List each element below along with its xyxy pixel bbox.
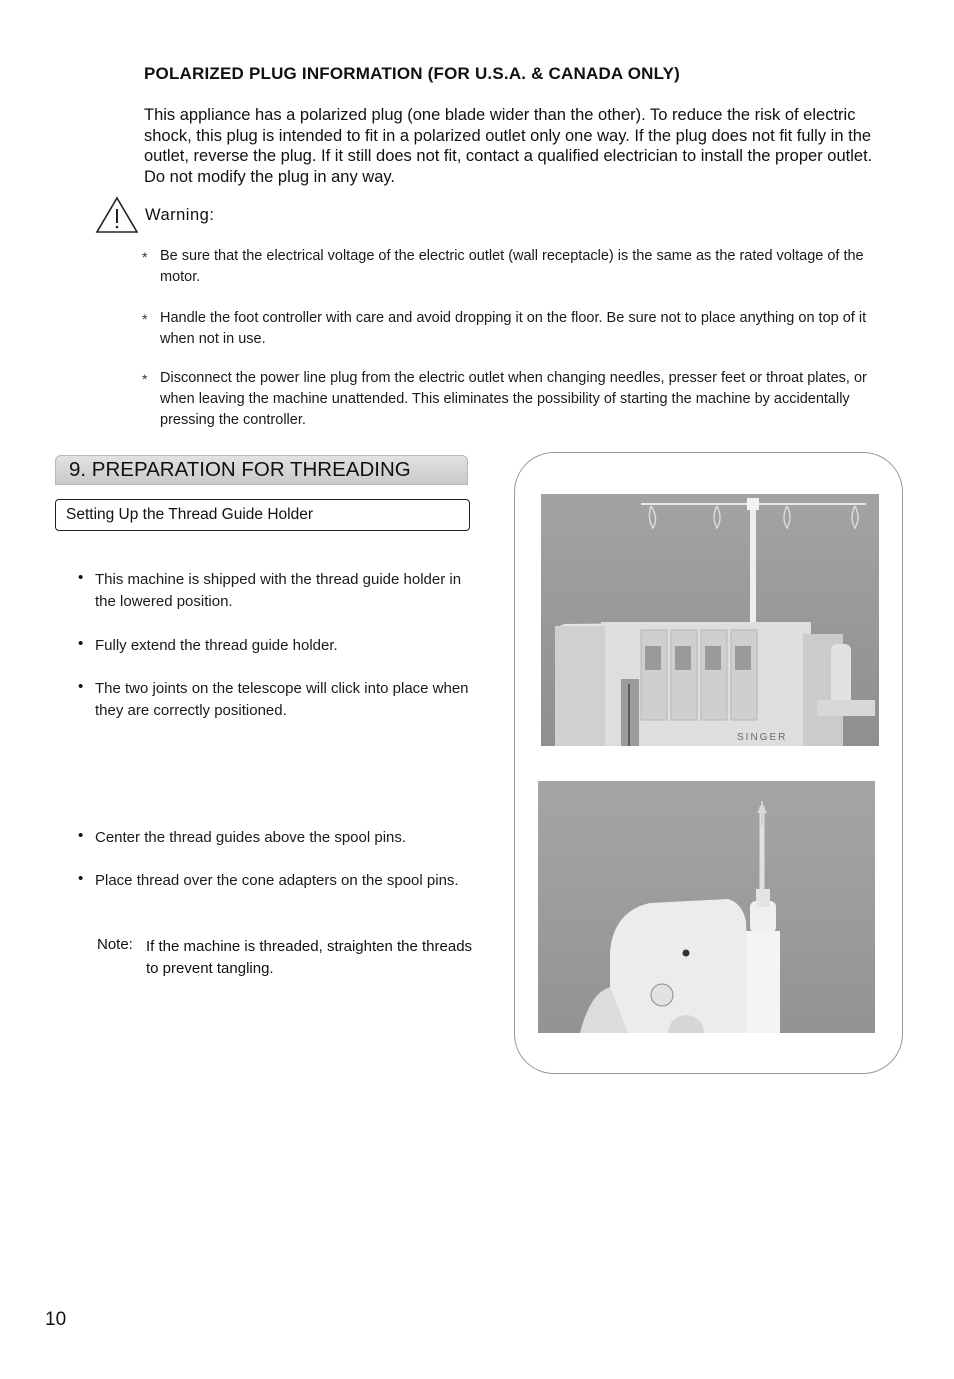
subsection-box [55,499,470,531]
plug-info-heading: POLARIZED PLUG INFORMATION (FOR U.S.A. & CANADA ONLY) [144,64,681,83]
section-header-bar [55,455,468,485]
warning-marker: * [142,371,148,387]
bullet-marker: • [78,827,84,844]
step-item: This machine is shipped with the thread guide holder in the lowered position. [95,571,462,610]
page-number: 10 [45,1309,67,1330]
warning-marker: * [142,311,148,327]
step-item: The two joints on the telescope will click into place when they are correctly positioned. [95,680,469,719]
step-item: Center the thread guides above the spool pins. [95,829,407,846]
warning-triangle-icon [95,196,139,234]
brand-label: SINGER [737,732,788,743]
subsection-title: Setting Up the Thread Guide Holder [66,506,314,523]
warning-marker: * [142,249,148,265]
serger-photo-thread-guide-extended [541,494,879,746]
bullet-marker: • [78,635,84,652]
note-label: Note: [97,936,133,953]
warning-item: Be sure that the electrical voltage of the electric outlet (wall receptacle) is the same as the rated voltage of the motor. [160,248,864,285]
plug-info-paragraph: This appliance has a polarized plug (one blade wider than the other). To reduce the risk of electric shock, this plug is intended to fit in a polarized outlet only one way. If the plug does not fit fully in the outlet, reverse the plug. If it still does not fit, contact a qualified electrician to install the proper outlet. Do not modify the plug in any way. [144,106,873,186]
bullet-marker: • [78,569,84,586]
step-item: Fully extend the thread guide holder. [95,637,338,654]
note-text: If the machine is threaded, straighten the threads to prevent tangling. [146,938,473,977]
warning-item: Handle the foot controller with care and avoid dropping it on the floor. Be sure not to place anything on top of it when not in use. [160,310,867,347]
step-item: Place thread over the cone adapters on the spool pins. [95,872,459,889]
serger-photo-spool-pin-closeup [538,781,875,1033]
warning-item: Disconnect the power line plug from the electric outlet when changing needles, presser feet or throat plates, or when leaving the machine unattended. This eliminates the possibility of starting the machine by accidentally pressing the controller. [160,370,867,428]
warning-label: Warning: [145,206,215,224]
section-title: 9. PREPARATION FOR THREADING [69,458,411,481]
bullet-marker: • [78,678,84,695]
bullet-marker: • [78,870,84,887]
